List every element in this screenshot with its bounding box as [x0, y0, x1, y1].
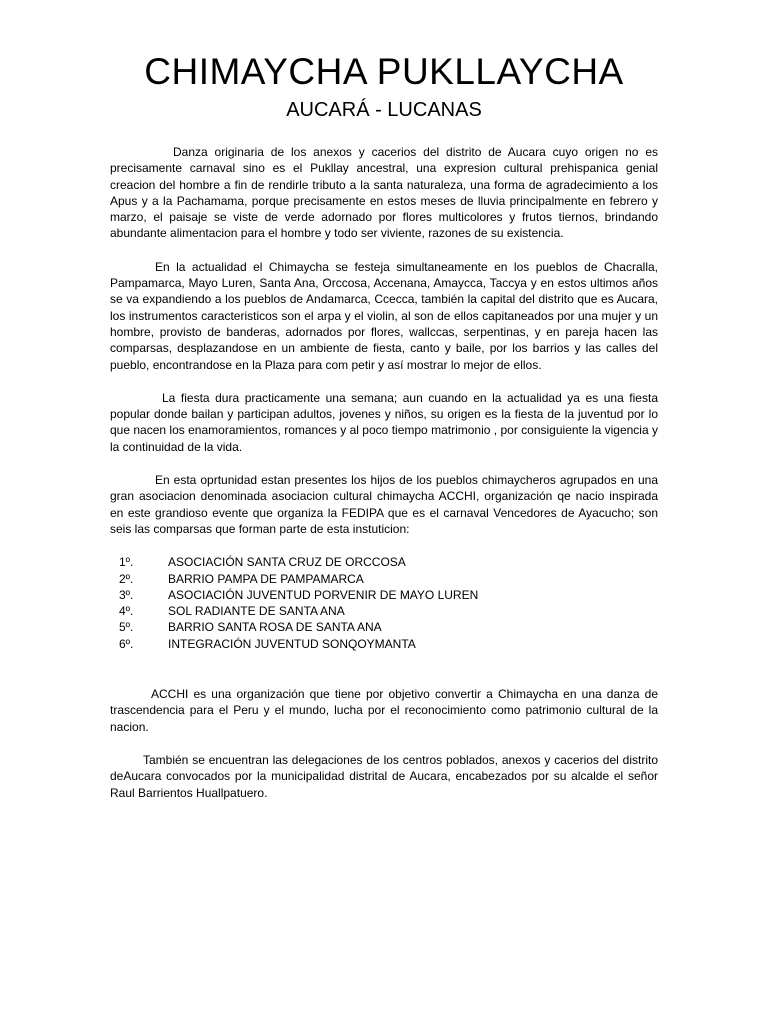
paragraph-acchi-objective: ACCHI es una organización que tiene por objetivo convertir a Chimaycha en una danza de trascendencia para el Peru y el mundo, lucha por el reconocimiento como patrimonio cultural de la nacion.: [110, 687, 658, 734]
paragraph-current-celebration: En la actualidad el Chimaycha se festeja simultaneamente en los pueblos de Chacralla, Pampamarca, Mayo Luren, Santa Ana, Orccosa, Accenana, Amaycca, Taccya y en estos ultimos años se va expandiendo a los pueblos de Andamarca, Ccecca, también la capital del distrito que es Aucara, los instrumentos caracteristicos son el arpa y el violin, al son de ellos capitaneados por una mujer y un hombre, provisto de banderas, adornados por flores, wallccas, serpentinas, y en pareja hacen las comparsas, desplazandose en un ambiente de fiesta, canto y baile, por los barrios y las calles del pueblo, encontrandose en la Plaza para com petir y así mostrar lo mejor de ellos.: [110, 259, 658, 372]
list-item: [110, 636, 658, 652]
document-page: [110, 48, 658, 818]
list-item: [110, 619, 658, 635]
list-item: [110, 554, 658, 570]
paragraph-acchi-association: En esta oprtunidad estan presentes los hijos de los pueblos chimaycheros agrupados en una gran asociacion denominada asociacion cultural chimaycha ACCHI, organización qe nacio inspirada en este grandioso evente que organiza la FEDIPA que es el carnaval Vencedores de Ayacucho; son seis las comparsas que forman parte de esta instuticion:: [110, 473, 658, 536]
paragraph-festival-duration: La fiesta dura practicamente una semana; aun cuando en la actualidad ya es una fiesta popular donde bailan y participan adultos, jovenes y niños, su origen es la fiesta de la juventud por lo que nacen los enamoramientos, romances y al poco tiempo matrimonio , por consiguiente la vigencia y la continuidad de la vida.: [110, 390, 658, 454]
list-item-number: 5º.: [119, 620, 134, 635]
list-item-number: 2º.: [119, 571, 134, 586]
list-item-text: BARRIO PAMPA DE PAMPAMARCA: [168, 571, 364, 586]
list-item-text: ASOCIACIÓN SANTA CRUZ DE ORCCOSA: [168, 555, 406, 570]
list-item: [110, 603, 658, 619]
list-item: [110, 587, 658, 603]
document-title: CHIMAYCHA PUKLLAYCHA: [144, 51, 624, 92]
comparsas-list: [110, 554, 658, 652]
list-item-text: INTEGRACIÓN JUVENTUD SONQOYMANTA: [168, 636, 416, 651]
list-item-number: 3º.: [119, 587, 134, 602]
paragraph-delegations: También se encuentran las delegaciones de los centros poblados, anexos y cacerios del distrito deAucara convocados por la municipalidad distrital de Aucara, encabezados por su alcalde el señor Raul Barrientos Huallpatuero.: [110, 752, 658, 800]
list-item: [110, 571, 658, 587]
paragraph-origin: Danza originaria de los anexos y cacerios del distrito de Aucara cuyo origen no es precisamente carnaval sino es el Pukllay ancestral, una expresion cultural prehispanica genial creacion del hombre a fin de rendirle tributo a la santa naturaleza, una forma de agradecimiento a los Apus y a la Pachamama, porque precisamente en estos meses de lluvia principalmente en febrero y marzo, el paisaje se viste de verde adornado por flores multicolores y frutos tiernos, brindando abundante alimentacion para el hombre y todo ser viviente, razones de su existencia.: [110, 145, 658, 241]
list-item-text: BARRIO SANTA ROSA DE SANTA ANA: [168, 620, 382, 635]
list-item-number: 1º.: [119, 555, 134, 570]
list-item-text: SOL RADIANTE DE SANTA ANA: [168, 604, 345, 619]
list-item-text: ASOCIACIÓN JUVENTUD PORVENIR DE MAYO LUREN: [168, 587, 479, 602]
document-subtitle: AUCARÁ - LUCANAS: [286, 99, 482, 121]
list-item-number: 4º.: [119, 604, 134, 619]
list-item-number: 6º.: [119, 636, 134, 651]
